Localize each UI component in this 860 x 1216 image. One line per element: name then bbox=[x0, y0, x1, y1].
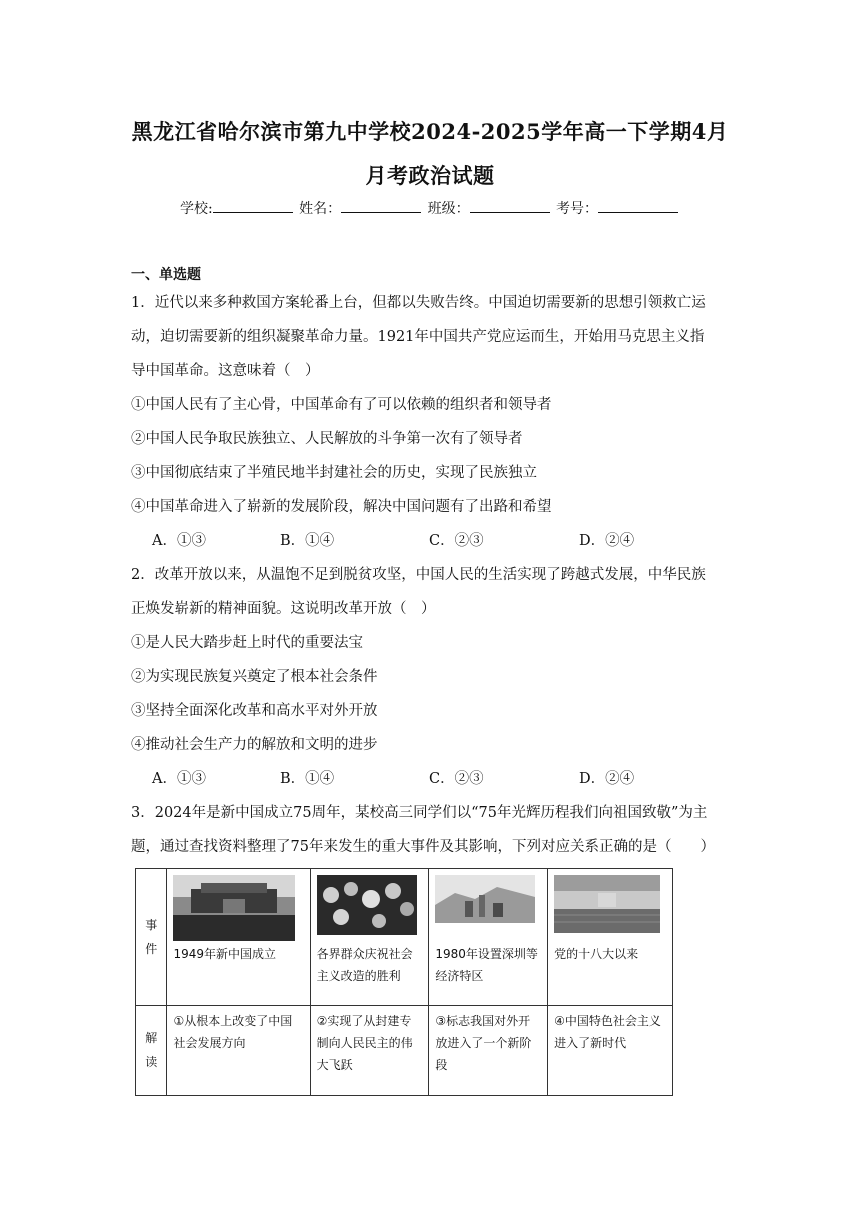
event-cell bbox=[429, 869, 548, 1006]
q3-text-line: 3．2024年是新中国成立75周年，某校高三同学们以“75年光辉历程我们向祖国致敬”为主 bbox=[131, 805, 708, 821]
q1-option-b[interactable]: B．①④ bbox=[280, 533, 335, 549]
event-cell bbox=[167, 869, 310, 1006]
event-caption: 1949年新中国成立 bbox=[173, 947, 277, 961]
interpretation-cell: ②实现了从封建专制向人民民主的伟大飞跃 bbox=[310, 1005, 429, 1095]
events-row-head: 事件 bbox=[136, 869, 167, 1006]
student-info-row bbox=[0, 198, 860, 218]
celebration-crowd-photo bbox=[317, 875, 417, 941]
exam-no-label: 考号： bbox=[556, 201, 599, 217]
name-label: 姓名： bbox=[299, 201, 342, 217]
q1-text-line: 导中国革命。这意味着（ ） bbox=[131, 363, 320, 379]
q1-item: ③中国彻底结束了半殖民地半封建社会的历史，实现了民族独立 bbox=[131, 465, 537, 481]
exam-no-blank bbox=[598, 198, 678, 213]
school-blank bbox=[213, 198, 293, 213]
q2-option-c[interactable]: C．②③ bbox=[429, 771, 484, 787]
q1-option-a[interactable]: A．①③ bbox=[152, 533, 206, 549]
q1-text-line: 动，迫切需要新的组织凝聚革命力量。1921年中国共产党应运而生，开始用马克思主义指 bbox=[131, 329, 705, 345]
founding-ceremony-photo bbox=[173, 875, 295, 941]
q2-text-line: 正焕发崭新的精神面貌。这说明改革开放（ ） bbox=[131, 601, 436, 617]
interpretation-cell: ④中国特色社会主义进入了新时代 bbox=[548, 1005, 673, 1095]
q2-item: ④推动社会生产力的解放和文明的进步 bbox=[131, 737, 378, 753]
q1-text-line: 1．近代以来多种救国方案轮番上台，但都以失败告终。中国迫切需要新的思想引领救亡运 bbox=[131, 295, 706, 311]
q1-option-d[interactable]: D．②④ bbox=[579, 533, 635, 549]
events-table bbox=[135, 868, 673, 1096]
q3-text-line: 题，通过查找资料整理了75年来发生的重大事件及其影响，下列对应关系正确的是（ ） bbox=[131, 839, 715, 855]
section-heading: 一、单选题 bbox=[131, 267, 201, 283]
q2-option-a[interactable]: A．①③ bbox=[152, 771, 206, 787]
exam-title-line2: 月考政治试题 bbox=[365, 163, 495, 188]
q2-option-b[interactable]: B．①④ bbox=[280, 771, 335, 787]
interpretation-cell: ③标志我国对外开放进入了一个新阶段 bbox=[429, 1005, 548, 1095]
q1-item: ①中国人民有了主心骨，中国革命有了可以依赖的组织者和领导者 bbox=[131, 397, 552, 413]
event-caption: 1980年设置深圳等经济特区 bbox=[435, 947, 538, 983]
exam-title-line1: 黑龙江省哈尔滨市第九中学校2024-2025学年高一下学期4月 bbox=[131, 119, 729, 144]
event-caption: 党的十八大以来 bbox=[554, 947, 639, 961]
q2-item: ②为实现民族复兴奠定了根本社会条件 bbox=[131, 669, 378, 685]
q1-item: ④中国革命进入了崭新的发展阶段，解决中国问题有了出路和希望 bbox=[131, 499, 552, 515]
q2-option-d[interactable]: D．②④ bbox=[579, 771, 635, 787]
interpretation-row-head: 解读 bbox=[136, 1005, 167, 1095]
class-label: 班级： bbox=[427, 201, 470, 217]
event-caption: 各界群众庆祝社会主义改造的胜利 bbox=[316, 947, 413, 983]
event-cell bbox=[548, 869, 673, 1006]
interpretation-cell: ①从根本上改变了中国社会发展方向 bbox=[167, 1005, 310, 1095]
q1-option-c[interactable]: C．②③ bbox=[429, 533, 484, 549]
shenzhen-city-photo bbox=[435, 875, 535, 941]
q1-item: ②中国人民争取民族独立、人民解放的斗争第一次有了领导者 bbox=[131, 431, 523, 447]
q2-text-line: 2．改革开放以来，从温饱不足到脱贫攻坚，中国人民的生活实现了跨越式发展，中华民族 bbox=[131, 567, 706, 583]
school-label: 学校: bbox=[179, 201, 213, 217]
party-congress-photo bbox=[554, 875, 660, 941]
q2-item: ③坚持全面深化改革和高水平对外开放 bbox=[131, 703, 378, 719]
name-blank bbox=[341, 198, 421, 213]
class-blank bbox=[470, 198, 550, 213]
q2-item: ①是人民大踏步赶上时代的重要法宝 bbox=[131, 635, 363, 651]
event-cell bbox=[310, 869, 429, 1006]
